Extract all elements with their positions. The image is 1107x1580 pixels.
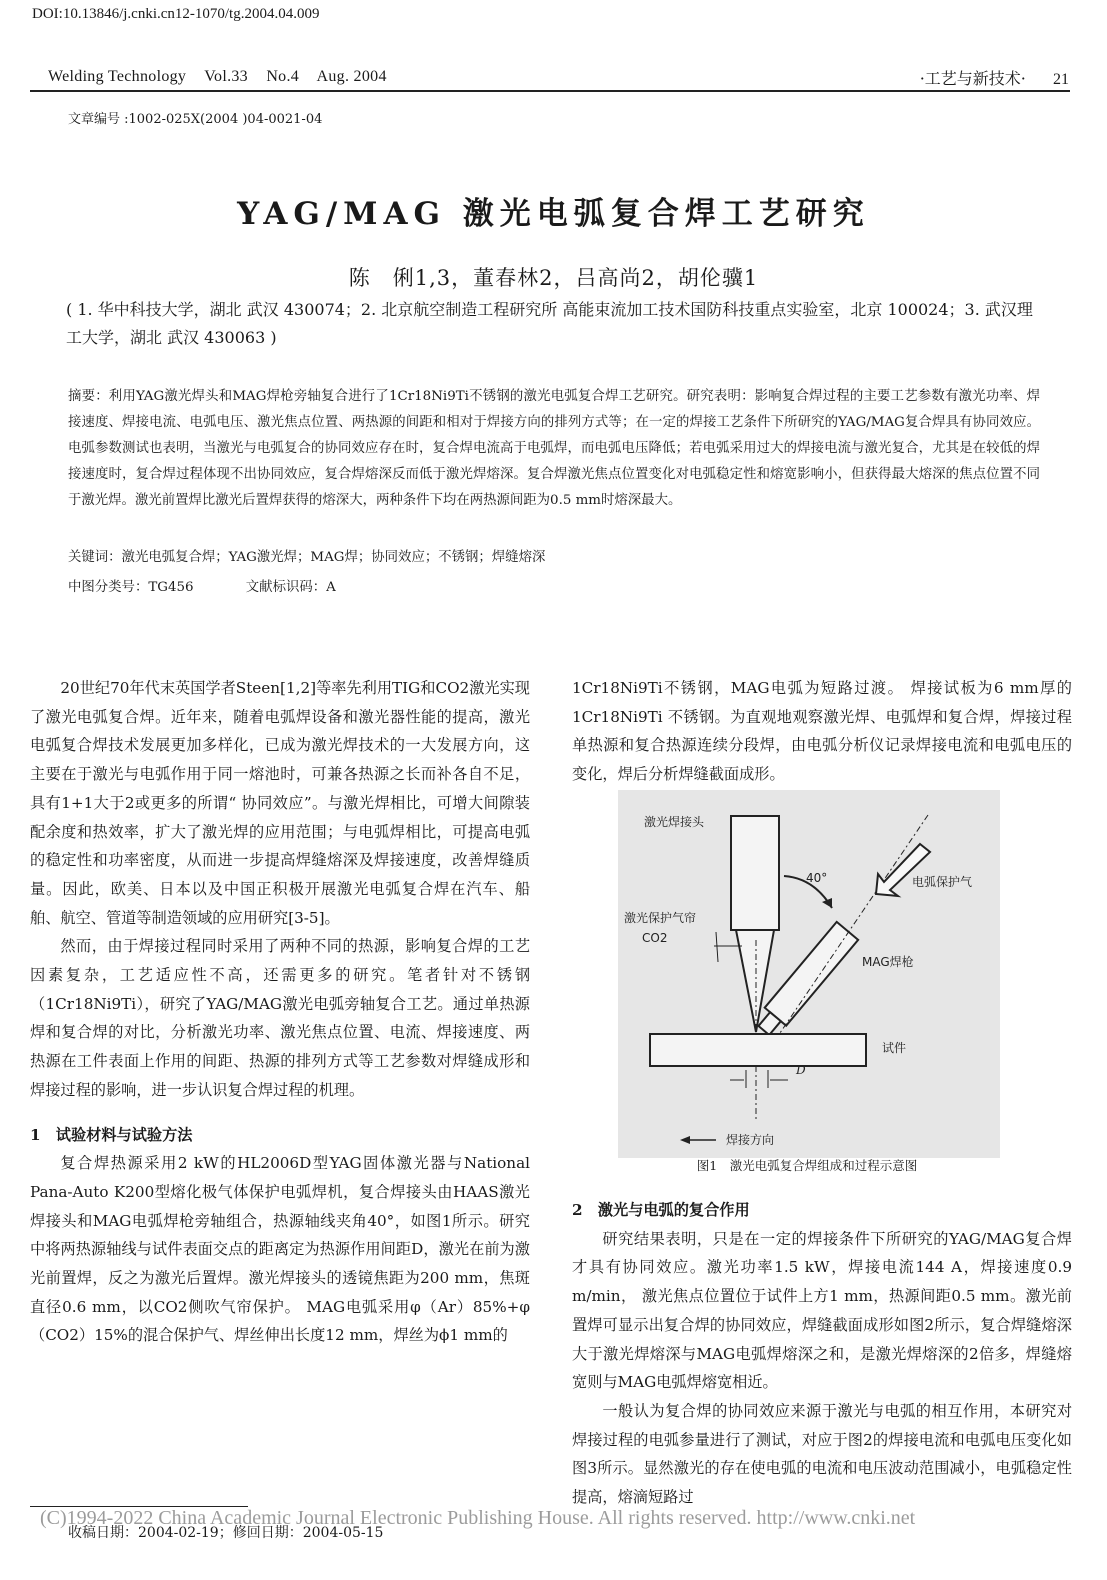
- classification-line: [68, 576, 1040, 595]
- right-column-top: [572, 674, 1072, 789]
- results-paragraph-2: 一般认为复合焊的协同效应来源于激光与电弧的相互作用，本研究对焊接过程的电弧参量进行了测试，对应于图2的焊接电流和电弧电压变化如图3所示。显然激光的存在使电弧的电流和电压波动范围减小，电弧稳定性提高，熔滴短路过: [572, 1401, 1072, 1507]
- figure-1: [618, 790, 1000, 1158]
- copyright-watermark: (C)1994-2022 China Academic Journal Electronic Publishing House. All rights reserved. http://www.cnki.net: [40, 1507, 916, 1529]
- label-mag-torch: MAG焊枪: [862, 955, 914, 969]
- laser-head-shape: [731, 816, 779, 930]
- label-d: D: [796, 1063, 806, 1077]
- section-2-heading: 2 激光与电弧的复合作用: [572, 1201, 750, 1219]
- journal-header: [48, 68, 401, 86]
- journal-date: Aug. 2004: [316, 68, 387, 85]
- doi-line: DOI:10.13846/j.cnki.cn12-1070/tg.2004.04.009: [32, 6, 320, 22]
- right-column-bottom: [572, 1196, 1072, 1512]
- authors: 陈 俐1,3，董春林2，吕高尚2，胡伦骥1: [348, 266, 759, 290]
- keywords: 关键词：激光电弧复合焊；YAG激光焊；MAG焊；协同效应；不锈钢；焊缝熔深: [68, 550, 546, 565]
- figure-1-schematic: [618, 790, 1000, 1158]
- label-curtain: 激光保护气帘: [624, 911, 697, 925]
- results-paragraph-1: 研究结果表明，只是在一定的焊接条件下所研究的YAG/MAG复合焊才具有协同效应。激光功率1.5 kW，焊接电流144 A，焊接速度0.9 m/min， 激光焦点位置位于试件上方1 mm，热源间距0.5 mm。激光前置焊可显示出复合焊的协同效应，焊缝截面成形如图2所示，复合焊缝熔深大于激光焊熔深与MAG电弧焊熔深之和，是激光焊熔深的2倍多，焊缝熔宽则与MAG电弧焊熔宽相近。: [572, 1229, 1072, 1392]
- label-laser-head: 激光焊接头: [644, 815, 705, 829]
- label-arc-gas: 电弧保护气: [912, 875, 973, 889]
- document-code: 文献标识码：A: [245, 580, 336, 595]
- left-column: [30, 674, 530, 1350]
- section-1-heading: 1 试验材料与试验方法: [30, 1125, 193, 1144]
- figure-1-caption: 图1 激光电弧复合焊组成和过程示意图: [696, 1158, 918, 1173]
- label-direction: 焊接方向: [726, 1133, 775, 1147]
- paper-title: YAG/MAG 激光电弧复合焊工艺研究: [237, 196, 870, 232]
- label-co2: CO2: [642, 931, 668, 945]
- methods-continued: 1Cr18Ni9Ti不锈钢，MAG电弧为短路过渡。 焊接试板为6 mm厚的1Cr18Ni9Ti 不锈钢。为直观地观察激光焊、电弧焊和复合焊，焊接过程单热源和复合热源连续分段焊，由电弧分析仪记录焊接电流和电弧电压的变化，焊后分析焊缝截面成形。: [572, 679, 1072, 784]
- article-number: 文章编号 :1002-025X(2004 )04-0021-04: [68, 112, 323, 127]
- label-angle: 40°: [806, 871, 828, 885]
- intro-paragraph-2: 然而，由于焊接过程同时采用了两种不同的热源，影响复合焊的工艺因素复杂，工艺适应性不高，还需更多的研究。笔者针对不锈钢（1Cr18Ni9Ti），研究了YAG/MAG激光电弧旁轴复合工艺。通过单热源焊和复合焊的对比，分析激光功率、激光焦点位置、电流、焊接速度、两热源在工件表面上作用的间距、热源的排列方式等工艺参数对焊缝成形和焊接过程的影响，进一步认识复合焊过程的机理。: [30, 937, 530, 1099]
- abstract: 摘要：利用YAG激光焊头和MAG焊枪旁轴复合进行了1Cr18Ni9Ti不锈钢的激光电弧复合焊工艺研究。研究表明：影响复合焊过程的主要工艺参数有激光功率、焊接速度、焊接电流、电弧电压、激光焦点位置、两热源的间距和相对于焊接方向的排列方式等；在一定的焊接工艺条件下所研究的YAG/MAG复合焊具有协同效应。电弧参数测试也表明，当激光与电弧复合的协同效应存在时，复合焊电流高于电弧焊，而电弧电压降低；若电弧采用过大的焊接电流与激光复合，尤其是在较低的焊接速度时，复合焊过程体现不出协同效应，复合焊熔深反而低于激光焊熔深。复合焊激光焦点位置变化对电弧稳定性和熔宽影响小，但获得最大熔深的焦点位置不同于激光焊。激光前置焊比激光后置焊获得的熔深大，两种条件下均在两热源间距为0.5 mm时熔深最大。: [68, 389, 1040, 508]
- classification-number: 中图分类号：TG456: [68, 580, 194, 595]
- specimen-shape: [650, 1034, 866, 1066]
- affiliations: ( 1. 华中科技大学，湖北 武汉 430074；2. 北京航空制造工程研究所 高能束流加工技术国防科技重点实验室，北京 100024；3. 武汉理工大学，湖北 武汉 430063 ): [66, 300, 1033, 347]
- section-name: ·工艺与新技术·: [919, 69, 1026, 88]
- intro-paragraph-1: 20世纪70年代末英国学者Steen[1,2]等率先利用TIG和CO2激光实现了激光电弧复合焊。近年来，随着电弧焊设备和激光器性能的提高，激光电弧复合焊技术发展更加多样化，已成为激光焊技术的一大发展方向，这主要在于激光与电弧作用于同一熔池时，可兼各热源之长而补各自不足，具有1+1大于2或更多的所谓“ 协同效应”。与激光焊相比，可增大间隙装配余度和热效率，扩大了激光焊的应用范围；与电弧焊相比，可提高电弧的稳定性和功率密度，从而进一步提高焊缝熔深及焊接速度，改善焊缝质量。因此，欧美、日本以及中国正积极开展激光电弧复合焊在汽车、船舶、航空、管道等制造领域的应用研究[3-5]。: [30, 679, 530, 927]
- journal-volume: Vol.33: [204, 68, 248, 85]
- label-specimen: 试件: [882, 1041, 907, 1055]
- journal-name: Welding Technology: [48, 68, 187, 85]
- received-dates: 收稿日期：2004-02-19；修回日期：2004-05-15: [68, 1525, 384, 1541]
- journal-issue: No.4: [266, 68, 300, 85]
- page-number: 21: [1053, 71, 1069, 88]
- methods-paragraph: 复合焊热源采用2 kW的HL2006D型YAG固体激光器与National Pana-Auto K200型熔化极气体保护电弧焊机，复合焊接头由HAAS激光焊接头和MAG电弧焊枪旁轴组合，热源轴线夹角40°，如图1所示。研究中将两热源轴线与试件表面交点的距离定为热源作用间距D，激光在前为激光前置焊，反之为激光后置焊。激光焊接头的透镜焦距为200 mm，焦斑直径0.6 mm，以CO2侧吹气帘保护。 MAG电弧采用φ（Ar）85%+φ（CO2）15%的混合保护气、焊丝伸出长度12 mm，焊丝为ϕ1 mm的: [30, 1154, 530, 1345]
- section-header: [920, 66, 1069, 89]
- header-rule: [30, 90, 1070, 92]
